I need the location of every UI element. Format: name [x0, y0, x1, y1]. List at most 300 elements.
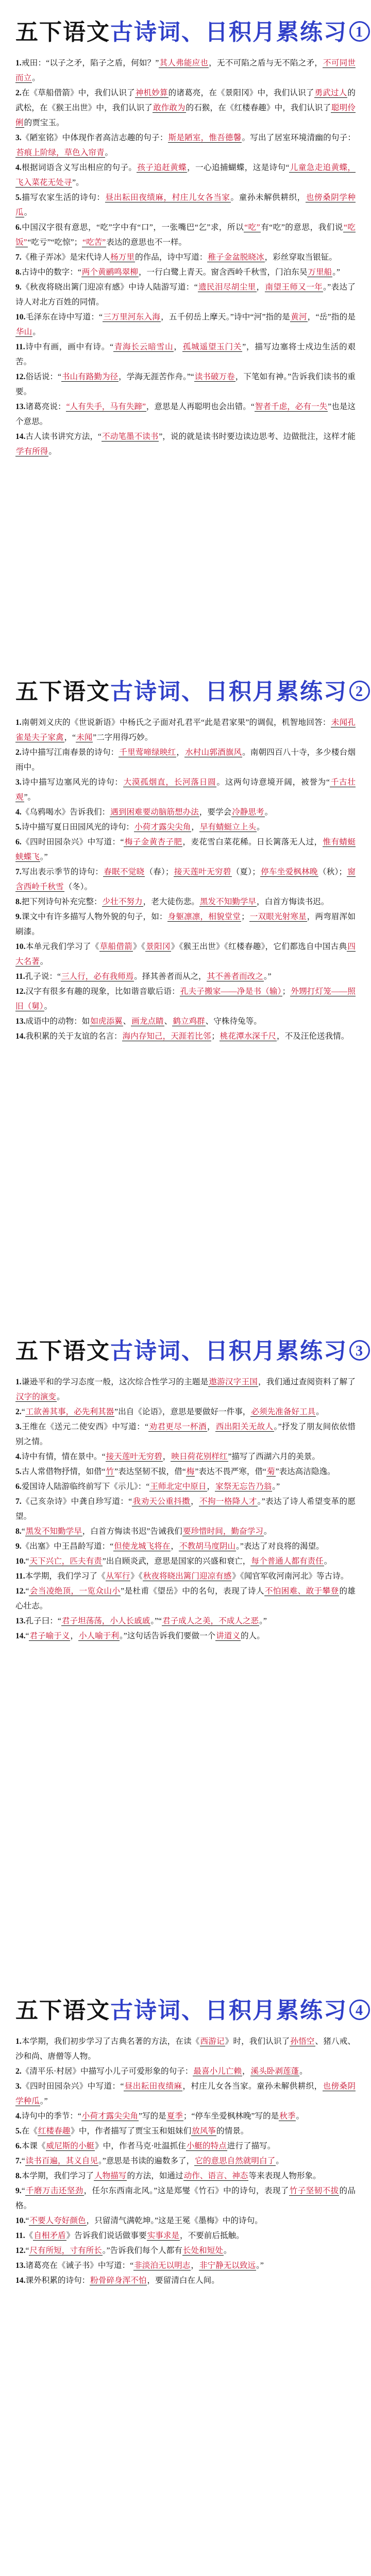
question-number: 3.: [15, 1422, 22, 1431]
question-text: 。: [276, 2157, 284, 2165]
question-text: 古人常借物抒情，如借“: [21, 1467, 106, 1476]
question-text: 、: [123, 1017, 131, 1026]
question-number: 12.: [15, 2246, 26, 2255]
question-item: [15, 1614, 356, 1629]
answer-blank: 会当凌绝顶，一览众山小: [29, 1587, 121, 1596]
question-text: 。”抒发了朋友间依依惜别之情。: [15, 1422, 356, 1446]
answer-blank: 遇到困难要动脑筋想办法: [110, 808, 199, 817]
answer-blank: 讲道义: [216, 1632, 241, 1640]
answer-blank: 不可同世而立: [15, 59, 356, 82]
question-text: 。: [48, 447, 57, 456]
question-text: 。: [24, 208, 32, 217]
question-text: 。童孙未解供耕织，: [230, 193, 306, 202]
question-text: 的方法，如通过: [127, 2172, 183, 2180]
question-text: 诗中描写边塞风光的诗句：: [21, 778, 123, 787]
question-text: 《陋室铭》中体现作者高洁志趣的句子：: [21, 133, 168, 142]
question-text: 戒田：“以子之矛，陷子之盾，何如？”: [21, 59, 159, 67]
question-text: ，五千仞岳上摩天。”诗中“河”指的是: [161, 313, 291, 321]
question-text: 、: [164, 1017, 173, 1026]
question-item: [15, 1584, 356, 1614]
question-text: 诗中描写江南春景的诗句：: [21, 748, 119, 757]
answer-blank: 也傍桑阴学种瓜: [15, 193, 356, 217]
question-item: [15, 56, 356, 86]
answer-blank: 西游记: [200, 2037, 225, 2046]
answer-blank: 冷静思考: [232, 808, 264, 817]
answer-blank: 早有蜻蜓立上头: [199, 823, 256, 832]
question-text: ，无不可陷之盾与无不陷之矛，: [209, 59, 323, 67]
answer-blank: 小艇的特点: [186, 2142, 227, 2150]
question-item: [15, 2124, 356, 2139]
question-text: 《清平乐·村居》中描写小儿子可爱形象的句子：: [21, 2067, 193, 2076]
question-text: 。: [40, 957, 48, 966]
answer-blank: 梅: [186, 1467, 195, 1476]
answer-blank: 敢作敢为: [153, 104, 185, 112]
question-item: [15, 1479, 356, 1494]
section-title: [15, 1332, 364, 1365]
question-item: [15, 909, 356, 939]
title-part: 五下语文: [15, 679, 110, 704]
question-text: ，: [191, 1497, 199, 1506]
question-text: ，: [171, 1542, 179, 1551]
answer-blank: 小荷才露尖尖角: [81, 2112, 138, 2121]
title-part: 古诗词、: [110, 679, 205, 704]
question-number: 2.: [15, 2067, 22, 2076]
question-number: 3.: [15, 2082, 22, 2091]
question-number: 14.: [15, 1032, 26, 1041]
question-number: 6.: [15, 838, 22, 846]
answer-blank: 其人弗能应也: [159, 59, 209, 67]
answer-blank: “吃”: [244, 223, 260, 232]
question-text: ，: [242, 2067, 250, 2076]
answer-blank: 儿童急走追黄蝶，飞入菜花无处寻: [15, 163, 356, 187]
question-item: [15, 1449, 356, 1464]
question-text: ”表达不畏严寒，借“: [195, 1467, 266, 1476]
question-item: [15, 190, 356, 220]
title-part: 日积月累练习: [205, 1998, 347, 2023]
question-number: 4.: [15, 2112, 22, 2121]
question-text: ”出自顾炎武，意思是国家的兴盛和衰亡，: [102, 1557, 251, 1566]
question-number: 7.: [15, 2157, 22, 2165]
question-item: [15, 2258, 356, 2273]
answer-blank: 不拘一格降人才: [199, 1497, 257, 1506]
answer-blank: 三人行，必有我师焉: [61, 972, 134, 981]
question-text: ”写的是: [138, 2112, 166, 2121]
question-text: 我积累的关于友谊的名言：: [25, 1032, 122, 1041]
question-item: [15, 939, 356, 969]
question-item: [15, 1494, 356, 1524]
question-text: 。: [299, 2067, 308, 2076]
answer-blank: 昼出耘田夜绩麻，村庄儿女各当家: [105, 193, 230, 202]
question-text: 描写农家生活的诗句：: [21, 193, 105, 202]
answer-blank: 粉骨碎身浑不怕: [90, 2276, 147, 2285]
question-text: “: [25, 1632, 29, 1640]
question-item: [15, 2183, 356, 2213]
answer-blank: 未闻孔雀是夫子家禽: [15, 718, 356, 742]
question-item: [15, 2213, 356, 2228]
question-item: [15, 1014, 356, 1029]
question-text: ”也是这个意思。: [15, 402, 356, 426]
question-item: [15, 265, 356, 280]
question-text: “: [21, 1527, 25, 1536]
question-number: 2.: [15, 89, 22, 97]
question-number: 3.: [15, 778, 22, 787]
answer-blank: 读书破万卷: [194, 372, 235, 381]
answer-blank: 千磨万击还坚劲: [25, 2187, 83, 2195]
question-text: 有“吃”的意思，我们说: [260, 223, 343, 232]
question-text: ，下笔如有神。”告诉我们读书的重要。: [15, 372, 356, 396]
question-text: 。”: [40, 2097, 48, 2106]
question-text: 成语中的动物：如: [25, 1017, 90, 1026]
answer-blank: 水村山郭酒旗风: [185, 748, 242, 757]
answer-blank: 必须先准备好工具: [251, 1408, 316, 1416]
question-text: ；: [241, 912, 249, 921]
question-text: 课外积累的诗句：: [25, 2276, 90, 2285]
question-text: ，只留清气满乾坤。”这是王冕《墨梅》中的诗句。: [86, 2216, 263, 2225]
answer-blank: 放风筝: [192, 2127, 216, 2136]
answer-blank: 外甥打灯笼——照旧（舅）: [15, 987, 356, 1011]
question-text: 课文中有许多描写人物外貌的句子，如：: [21, 912, 167, 921]
answer-blank: 如虎添翼: [90, 1017, 123, 1026]
question-text: 。择其善者而从之，: [134, 972, 207, 981]
question-text: ，“: [64, 733, 76, 742]
question-text: 本课《: [21, 2142, 46, 2150]
question-text: 在《: [21, 2127, 38, 2136]
question-number: 8.: [15, 268, 22, 277]
answer-blank: 黄河: [291, 313, 307, 321]
answer-blank: 停车坐爱枫林晚: [260, 868, 318, 876]
question-text: ”，说的就是读书时要边读边思考、边做批注，这样才能: [159, 432, 356, 441]
question-text: ”描写了西湖六月的美景。: [228, 1452, 320, 1461]
question-number: 13.: [15, 1617, 26, 1625]
question-item: [15, 130, 356, 160]
answer-blank: 窗含西岭千秋雪: [15, 868, 356, 891]
answer-blank: 映日荷花别样红: [171, 1452, 228, 1461]
answer-blank: 四大名著: [15, 942, 356, 966]
answer-blank: 神机妙算: [135, 89, 168, 97]
question-list: [15, 715, 356, 1044]
answer-blank: 千古壮观: [15, 778, 356, 802]
question-text: 《己亥杂诗》中龚自珍写道：“: [21, 1497, 132, 1506]
question-number: 12.: [15, 987, 26, 996]
question-text: ”表达高洁隐逸。: [275, 1467, 335, 1476]
question-text: ”二字用得巧妙。: [93, 733, 153, 742]
question-item: [15, 745, 356, 775]
answer-blank: 接天莲叶无穷碧: [106, 1452, 162, 1461]
question-text: 。: [44, 1002, 53, 1011]
question-text: 。”: [256, 2261, 264, 2270]
section-number-badge: 1: [349, 21, 370, 42]
question-text: 。”“: [150, 1617, 162, 1625]
answer-blank: 王师北定中原日: [150, 1482, 207, 1491]
question-text: 诗句中的季节：“: [21, 2112, 81, 2121]
question-text: 》中，作者马克·吐温抓住: [95, 2142, 186, 2150]
answer-blank: 要珍惜时间，勤奋学习: [182, 1527, 263, 1536]
question-item: [15, 310, 356, 340]
title-part: 五下语文: [15, 1998, 110, 2023]
question-number: 14.: [15, 2276, 26, 2285]
answer-blank: 西出阳关无故人: [215, 1422, 274, 1431]
question-number: 1.: [15, 2037, 22, 2046]
answer-blank: 惟有蜻蜓蛱蝶飞: [15, 838, 356, 861]
question-item: [15, 250, 356, 265]
question-item: [15, 894, 356, 909]
answer-blank: 稚子金盆脱晓冰: [208, 253, 264, 262]
answer-blank: 不教胡马度阴山: [179, 1542, 236, 1551]
question-number: 9.: [15, 912, 22, 921]
question-text: ，一行白鹭上青天。窗含西岭千秋雪，门泊东吴: [138, 268, 308, 277]
answer-blank: 天下兴亡，匹夫有责: [29, 1557, 102, 1566]
question-text: ，村庄儿女各当家。童孙未解供耕织，: [182, 2082, 323, 2091]
question-item: [15, 2273, 356, 2288]
question-text: 本学期，我们学习了: [21, 2172, 94, 2180]
question-number: 13.: [15, 1017, 26, 1026]
answer-blank: 梅子金黄杏子肥: [124, 838, 182, 846]
question-item: [15, 2154, 356, 2168]
title-part: 日积月累练习: [205, 679, 347, 704]
question-item: [15, 1464, 356, 1479]
question-text: 、猪八戒、沙和尚、唐僧等人物。: [15, 2037, 356, 2061]
question-number: 8.: [15, 897, 22, 906]
answer-blank: 书山有路勤为径: [61, 372, 119, 381]
question-number: 13.: [15, 402, 26, 411]
question-text: 《稚子弄冰》是宋代诗人: [21, 253, 110, 262]
title-part: 古诗词、: [110, 1338, 205, 1364]
title-part: 日积月累练习: [205, 1338, 347, 1364]
question-text: 、守株待兔等。: [205, 1017, 262, 1026]
answer-blank: 景阳冈: [146, 942, 171, 951]
question-text: ，白首方悔读书迟”告诫我们: [82, 1527, 182, 1536]
question-number: 9.: [15, 1542, 22, 1551]
answer-blank: 智者千虑，必有一失: [255, 402, 328, 411]
question-item: [15, 2243, 356, 2258]
section-number-badge: 2: [349, 681, 370, 701]
question-item: [15, 220, 356, 250]
question-number: 14.: [15, 432, 26, 441]
question-item: [15, 2079, 356, 2109]
question-text: 本单元我们学习了《: [25, 942, 99, 951]
question-number: 10.: [15, 313, 26, 321]
answer-blank: 鹤立鸡群: [173, 1017, 205, 1026]
question-text: 。”表达了诗人对北方百姓的同情。: [15, 283, 356, 307]
question-text: 古诗中的数字：“: [21, 268, 81, 277]
question-text: 》告诉我们说话做事要: [66, 2231, 147, 2240]
answer-blank: 溪头卧剥莲蓬: [250, 2067, 299, 2076]
question-text: ，: [256, 283, 265, 292]
answer-blank: 秋季: [279, 2112, 296, 2121]
question-item: [15, 1539, 356, 1554]
question-text: “: [21, 1408, 25, 1416]
question-number: 13.: [15, 2261, 26, 2270]
answer-blank: 未闻: [76, 733, 93, 742]
answer-blank: 君子成人之美，不成人之恶: [162, 1617, 259, 1625]
question-text: 。”这句话告诉我们要做一个: [120, 1632, 216, 1640]
answer-blank: 非淡泊无以明志: [134, 2261, 191, 2270]
title-part: 古诗词、: [110, 20, 205, 45]
question-text: ，一心追捕蝴蝶，这是诗句“: [187, 163, 290, 172]
question-text: 的武松，在《猴王出世》中，我们认识了: [15, 89, 356, 112]
answer-blank: 不怕困难、敢于攀登: [264, 1587, 339, 1596]
question-text: 。”表达了对良将的渴望。: [236, 1542, 324, 1551]
question-text: “: [25, 1557, 29, 1566]
question-text: 谦逊平和的学习态度一般，这次综合性学习的主题是: [21, 1378, 209, 1386]
question-number: 12.: [15, 1587, 26, 1596]
answer-blank: 少壮不努力: [102, 897, 143, 906]
section-title: [15, 673, 364, 706]
answer-blank: “吃苦”: [82, 238, 106, 247]
question-item: [15, 86, 356, 130]
question-number: 11.: [15, 2231, 25, 2240]
question-text: 本学期，我们学习了《: [25, 1572, 106, 1581]
question-number: 7.: [15, 868, 22, 876]
answer-blank: 桃花潭水深千尺: [220, 1032, 276, 1041]
question-text: ，我们通过查阅资料了解了: [258, 1378, 356, 1386]
question-text: ，麦花雪白菜花稀。日长篱落无人过，: [182, 838, 323, 846]
question-item: [15, 2064, 356, 2079]
question-number: 9.: [15, 283, 22, 292]
question-number: 5.: [15, 823, 22, 832]
title-part: 五下语文: [15, 20, 110, 45]
question-text: 毛泽东在诗中写道：“: [25, 313, 103, 321]
question-text: 的情景。: [216, 2127, 249, 2136]
question-text: ，: [70, 1632, 79, 1640]
exercise-section: [0, 659, 371, 1319]
question-text: 。: [324, 1557, 332, 1566]
question-text: ，: [174, 343, 182, 351]
question-text: 南朝刘义庆的《世说新语》中杨氏之子面对孔君平“此是君家果”的调侃，机智地回答：: [21, 718, 331, 727]
question-text: 。: [256, 823, 265, 832]
question-number: 11.: [15, 343, 25, 351]
question-text: 写出表示季节的诗句：: [21, 868, 104, 876]
question-text: 。: [264, 808, 273, 817]
answer-blank: 三万里河东入海: [103, 313, 161, 321]
answer-blank: 也傍桑阴学种瓜: [15, 2082, 356, 2106]
question-item: [15, 1554, 356, 1569]
question-text: 的作品，诗中写道：: [135, 253, 208, 262]
question-text: 。”表达了诗人希望变革的愿望。: [15, 1497, 356, 1521]
answer-blank: 尺有所短，寸有所长: [29, 2246, 102, 2255]
question-item: [15, 865, 356, 894]
question-text: （夏）；: [231, 868, 260, 876]
question-text: ，: [207, 1422, 215, 1431]
question-number: 1.: [15, 59, 22, 67]
answer-blank: 非宁静无以致远: [199, 2261, 256, 2270]
question-item: [15, 805, 356, 820]
question-number: 7.: [15, 253, 22, 262]
question-text: 。: [32, 328, 41, 336]
question-text: 表达的意思也不一样。: [106, 238, 187, 247]
question-number: 3.: [15, 133, 22, 142]
exercise-section: [0, 0, 371, 659]
answer-blank: 学有所得: [16, 447, 48, 456]
question-text: ”出自《论语》，意思是要做好一件事，: [114, 1408, 251, 1416]
question-text: 》《: [130, 1572, 143, 1581]
answer-blank: 自相矛盾: [33, 2231, 66, 2240]
title-part: 古诗词、: [110, 1998, 205, 2023]
answer-blank: 孔夫子搬家——净是书（输）: [180, 987, 282, 996]
exercise-section: [0, 1978, 371, 2576]
question-item: [15, 715, 356, 745]
question-number: 2.: [15, 748, 22, 757]
answer-blank: 菊: [266, 1467, 275, 1476]
question-text: ；“停车坐爱枫林晚”写的是: [183, 2112, 279, 2121]
question-text: 》时，我们认识了: [225, 2037, 290, 2046]
question-number: 1.: [15, 718, 22, 727]
question-text: 。: [316, 1408, 324, 1416]
question-text: 进行了描写。: [227, 2142, 276, 2150]
question-text: 。写出了居室环境清幽的句子：: [242, 133, 356, 142]
question-number: 8.: [15, 1527, 22, 1536]
question-text: 》中，作者描写了贾宝玉和姐妹们: [71, 2127, 192, 2136]
answer-blank: 大漠孤烟直，长河落日圆: [123, 778, 216, 787]
question-text: 把下列诗句补充完整：: [21, 897, 102, 906]
question-text: ，白首方悔读书迟。: [256, 897, 329, 906]
question-text: 等来表现人物形象。: [248, 2172, 321, 2180]
question-item: [15, 820, 356, 835]
answer-blank: 从军行: [106, 1572, 130, 1581]
question-text: ，: [191, 2261, 199, 2270]
question-item: [15, 835, 356, 865]
question-text: 《四时田园杂兴》中写道：“: [21, 2082, 124, 2091]
question-item: [15, 984, 356, 1014]
question-number: 7.: [15, 1497, 22, 1506]
answer-blank: “吃饭”: [15, 223, 356, 247]
question-text: 。”: [332, 268, 340, 277]
question-text: ，: [207, 1482, 215, 1491]
question-number: 6.: [15, 2142, 22, 2150]
question-item: [15, 1524, 356, 1539]
answer-blank: 南望王师又一年: [265, 283, 323, 292]
question-text: ，: [176, 748, 185, 757]
question-text: 。南朝四百八十寺，多少楼台烟雨中。: [15, 748, 356, 772]
question-text: ，意思是人再聪明也会出错。“: [146, 402, 255, 411]
question-text: 《秋夜将晓出篱门迎凉有感》中诗人陆游写道：“: [21, 283, 198, 292]
answer-blank: 勇武过人: [314, 89, 347, 97]
question-text: 古人读书讲究方法，“: [25, 432, 102, 441]
question-number: 10.: [15, 1557, 26, 1566]
question-item: [15, 1404, 356, 1419]
question-text: 的贾宝玉。: [24, 118, 64, 127]
question-item: [15, 969, 356, 984]
question-text: 《出塞》中王昌龄写道：“: [21, 1542, 114, 1551]
answer-blank: 昼出耘田夜绩麻: [124, 2082, 182, 2091]
question-text: 诸葛亮说：: [25, 402, 66, 411]
answer-blank: 一双眼光射寒星: [249, 912, 307, 921]
question-text: 的诸葛亮，在《景阳冈》中，我们认识了: [168, 89, 314, 97]
question-text: ”。: [24, 793, 36, 802]
question-text: “: [21, 2157, 25, 2165]
question-text: 。”告诉我们每个人都有: [102, 2246, 182, 2255]
answer-blank: “人有失手，马有失蹄”: [66, 402, 146, 411]
question-number: 6.: [15, 223, 22, 232]
title-part: 日积月累练习: [205, 20, 347, 45]
question-text: 。”: [263, 972, 272, 981]
answer-blank: 威尼斯的小艇: [46, 2142, 95, 2150]
answer-blank: 不动笔墨不读书: [102, 432, 159, 441]
answer-blank: 春眠不觉晓: [104, 868, 145, 876]
question-list: [15, 1375, 356, 1643]
question-item: [15, 1419, 356, 1449]
answer-blank: 君子坦荡荡，小人长戚戚: [61, 1617, 150, 1625]
question-text: 。”: [259, 1617, 267, 1625]
question-text: 。这两句诗意境开阔，被誉为“: [216, 778, 330, 787]
question-text: 的品格。: [15, 2187, 356, 2210]
answer-blank: 孤城遥望玉门关: [182, 343, 242, 351]
question-item: [15, 2109, 356, 2124]
question-text: 》《: [133, 942, 146, 951]
question-number: 9.: [15, 2187, 22, 2195]
title-part: 五下语文: [15, 1338, 110, 1364]
question-text: 。”意思是书读的遍数多了，: [98, 2157, 195, 2165]
